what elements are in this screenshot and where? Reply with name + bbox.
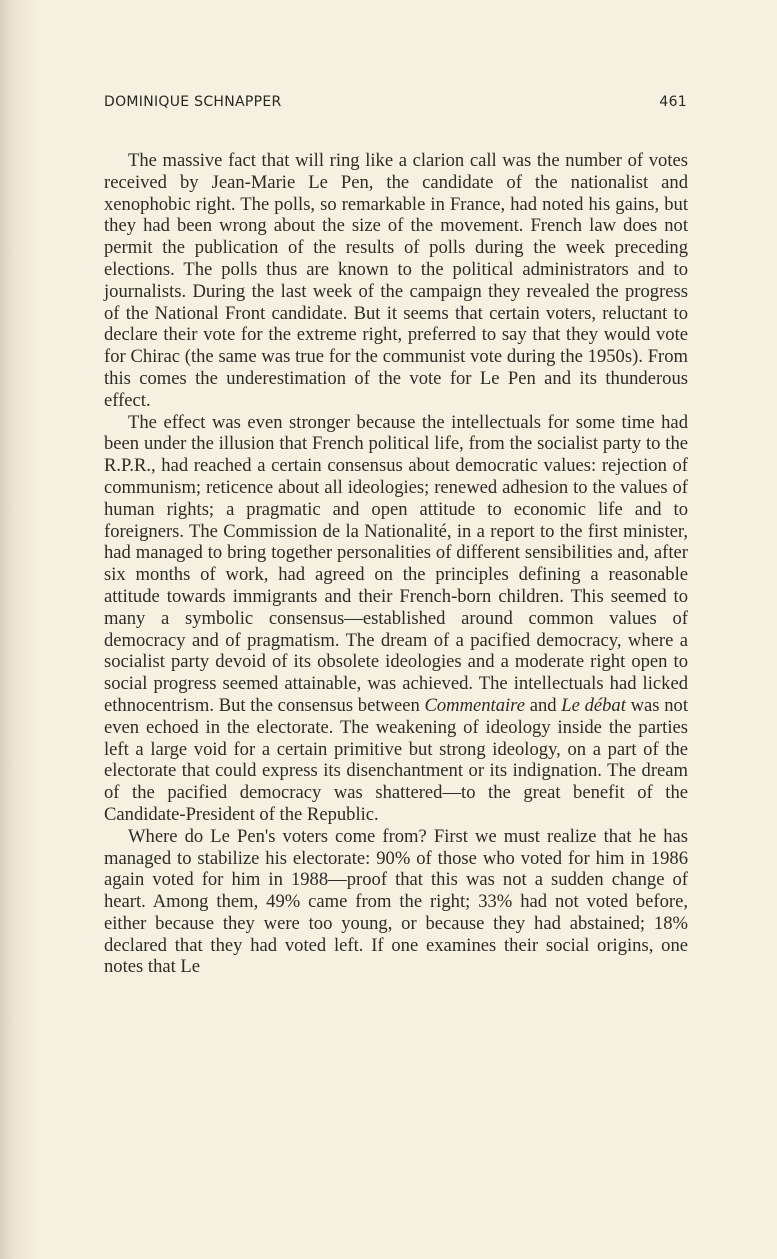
running-head-author: DOMINIQUE SCHNAPPER xyxy=(104,94,282,110)
journal-title-commentaire: Commentaire xyxy=(424,694,525,716)
paragraph-3-text: Where do Le Pen's voters come from? First we must realize that he has managed to stabilize his electorate: 90% of those who voted for him in 1986 again voted for him in 1988—proof that this was not a sudden change of heart. Among them, 49% came from the right; 33% had not voted before, either because they were too young, or because they had abstained; 18% declared that they had voted left. If one examines their social origins, one notes that Le xyxy=(104,825,688,978)
journal-title-le-debat: Le débat xyxy=(561,694,626,716)
paragraph-2-text-b: and xyxy=(525,694,562,716)
page-number: 461 xyxy=(659,94,687,110)
paragraph-1-text: The massive fact that will ring like a clarion call was the number of votes received by Jean-Marie Le Pen, the candidate of the nationalist and xenophobic right. The polls, so remarkable in France, had noted his gains, but they had been wrong about the size of the movement. French law does not permit the publication of the results of polls during the week preceding elections. The polls thus are known to the political administrators and to journalists. During the last week of the campaign they revealed the progress of the National Front candidate. But it seems that certain voters, reluctant to declare their vote for the extreme right, preferred to say that they would vote for Chirac (the same was true for the communist vote during the 1950s). From this comes the underestimation of the vote for Le Pen and its thunderous effect. xyxy=(104,150,688,411)
paragraph-2 xyxy=(104,412,688,826)
paragraph-3 xyxy=(104,826,688,979)
body-text xyxy=(104,150,688,978)
running-header xyxy=(104,94,687,110)
paragraph-1 xyxy=(104,150,688,412)
paragraph-2-text-a: The effect was even stronger because the intellectuals for some time had been under the illusion that French political life, from the socialist party to the R.P.R., had reached a certain consensus about democratic values: rejection of communism; reticence about all ideologies; renewed adhesion to the values of human rights; a pragmatic and open attitude to economic life and to foreigners. The Commission de la Nationalité, in a report to the first minister, had managed to bring together personalities of different sensibilities and, after six months of work, had agreed on the principles defining a reasonable attitude towards immigrants and their French-born children. This seemed to many a symbolic consensus—established around common values of democracy and of pragmatism. The dream of a pacified democracy, where a socialist party devoid of its obsolete ideologies and a moderate right open to social progress seemed attainable, was achieved. The intellectuals had licked ethnocentrism. But the consensus between xyxy=(104,411,688,716)
paragraph-2-text-c: was not even echoed in the electorate. The weakening of ideology inside the parties left a large void for a certain primitive but strong ideology, on a part of the electorate that could express its disenchantment or its indignation. The dream of the pacified democracy was shattered—to the great benefit of the Candidate-President of the Republic. xyxy=(104,694,688,825)
